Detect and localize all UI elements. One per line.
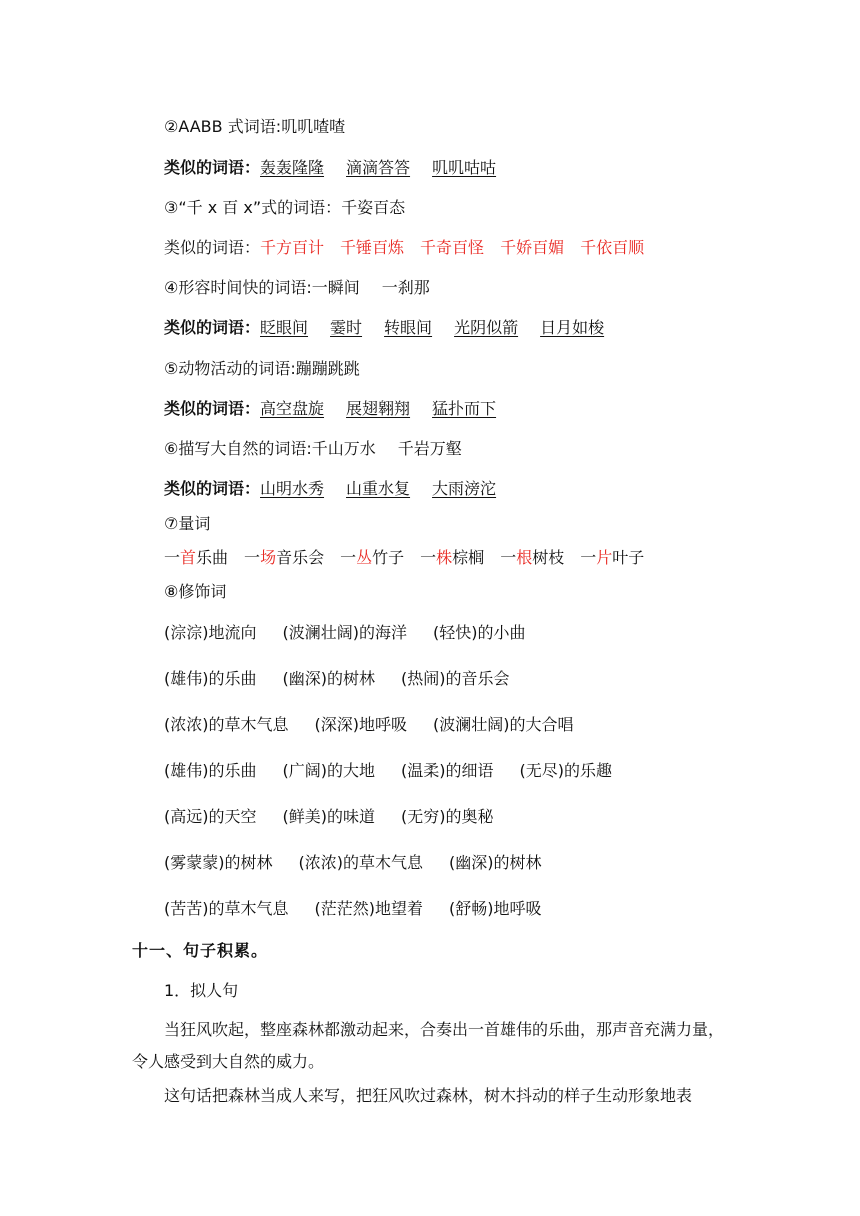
nature-similar-line xyxy=(164,478,496,500)
explanation-text: 这句话把森林当成人来写，把狂风吹过森林，树木抖动的样子生动形象地表 xyxy=(164,1086,693,1105)
modifier-row: (雾蒙蒙)的树林 (浓浓)的草木气息 (幽深)的树林 xyxy=(164,853,542,872)
similar-word: 日月如梭 xyxy=(540,318,605,337)
similar-label: 类似的词语： xyxy=(164,238,261,257)
time-title: ④形容时间快的词语:一瞬间 一刹那 xyxy=(164,278,430,297)
similar-label: 类似的词语： xyxy=(164,318,261,337)
similar-word: 山明水秀 xyxy=(260,479,325,498)
qian-title: ③“千 x 百 x”式的词语：千姿百态 xyxy=(164,198,406,217)
similar-word: 高空盘旋 xyxy=(260,399,325,418)
similar-word: 叽叽咕咕 xyxy=(432,158,497,177)
similar-word: 大雨滂沱 xyxy=(432,479,497,498)
modifier-row: (苦苦)的草木气息 (茫茫然)地望着 (舒畅)地呼吸 xyxy=(164,899,542,918)
similar-label: 类似的词语： xyxy=(164,479,261,498)
similar-word: 轰轰隆隆 xyxy=(260,158,325,177)
modifier-row: (淙淙)地流向 (波澜壮阔)的海洋 (轻快)的小曲 xyxy=(164,623,526,642)
similar-label: 类似的词语： xyxy=(164,158,261,177)
nature-title: ⑥描写大自然的词语:千山万水 千岩万壑 xyxy=(164,439,462,458)
subheading-personification: 1．拟人句 xyxy=(164,981,239,1000)
measure-item: 一片叶子 xyxy=(580,548,645,567)
measure-line xyxy=(164,547,644,569)
measure-item: 一首乐曲 xyxy=(164,548,229,567)
similar-word: 千依百顺 xyxy=(580,238,645,257)
similar-label: 类似的词语： xyxy=(164,399,261,418)
modifier-row: (浓浓)的草木气息 (深深)地呼吸 (波澜壮阔)的大合唱 xyxy=(164,715,574,734)
modifier-title: ⑧修饰词 xyxy=(164,582,227,601)
qian-similar-line xyxy=(164,237,644,259)
similar-word: 猛扑而下 xyxy=(432,399,497,418)
similar-word: 千娇百媚 xyxy=(500,238,565,257)
similar-word: 滴滴答答 xyxy=(346,158,411,177)
animal-similar-line xyxy=(164,398,496,420)
animal-title: ⑤动物活动的词语:蹦蹦跳跳 xyxy=(164,359,360,378)
measure-item: 一场音乐会 xyxy=(244,548,325,567)
measure-item: 一根树枝 xyxy=(500,548,565,567)
aabb-title: ②AABB 式词语:叽叽喳喳 xyxy=(164,117,346,136)
similar-word: 千锤百炼 xyxy=(340,238,405,257)
similar-word: 光阴似箭 xyxy=(454,318,519,337)
aabb-similar-line xyxy=(164,157,496,179)
similar-word: 眨眼间 xyxy=(260,318,309,337)
example-sentence: 当狂风吹起，整座森林都激动起来，合奏出一首雄伟的乐曲，那声音充满力量，令人感受到大自然的威力。 xyxy=(132,1020,725,1071)
measure-title: ⑦量词 xyxy=(164,514,211,533)
measure-item: 一丛竹子 xyxy=(340,548,405,567)
similar-word: 霎时 xyxy=(330,318,363,337)
modifier-row: (雄伟)的乐曲 (幽深)的树林 (热闹)的音乐会 xyxy=(164,669,510,688)
measure-item: 一株棕榈 xyxy=(420,548,485,567)
similar-word: 山重水复 xyxy=(346,479,411,498)
section-heading: 十一、句子积累。 xyxy=(132,941,269,960)
time-similar-line xyxy=(164,317,604,339)
similar-word: 展翅翱翔 xyxy=(346,399,411,418)
similar-word: 千奇百怪 xyxy=(420,238,485,257)
similar-word: 千方百计 xyxy=(260,238,325,257)
similar-word: 转眼间 xyxy=(384,318,433,337)
modifier-row: (高远)的天空 (鲜美)的味道 (无穷)的奥秘 xyxy=(164,807,494,826)
modifier-row: (雄伟)的乐曲 (广阔)的大地 (温柔)的细语 (无尽)的乐趣 xyxy=(164,761,612,780)
